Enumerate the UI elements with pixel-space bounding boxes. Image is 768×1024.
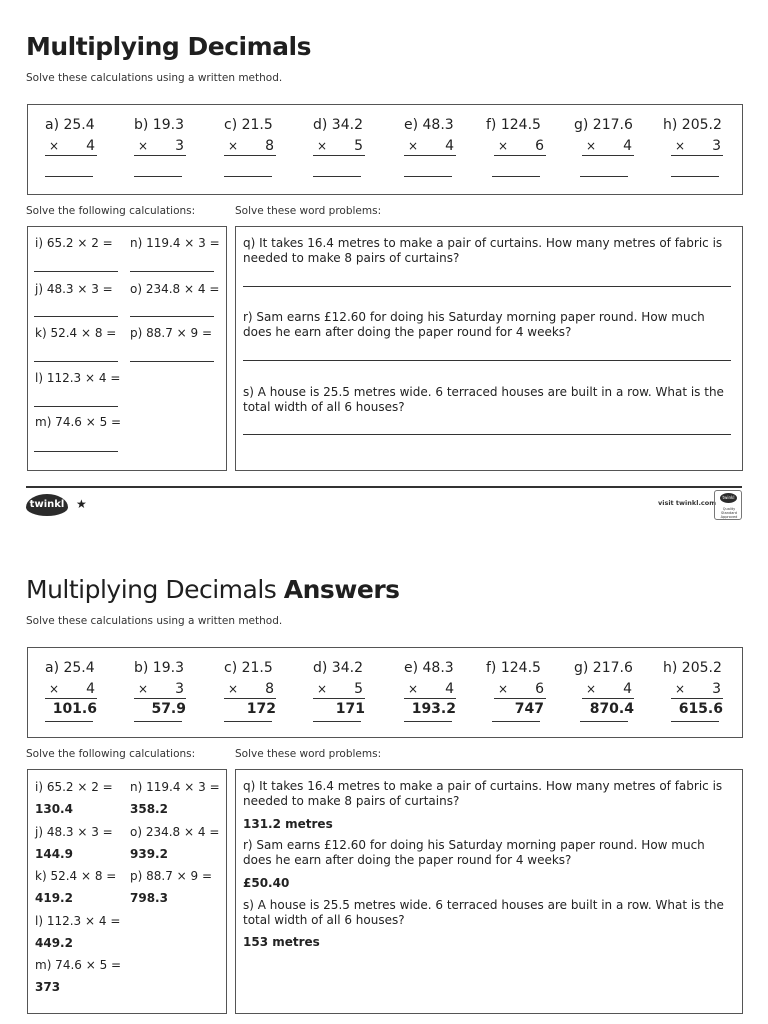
answers-instruction: Solve these calculations using a written method. <box>26 615 283 627</box>
calculation-answer-m: 373 <box>35 980 61 994</box>
multiplication-label: e) 48.3 <box>404 117 454 133</box>
multiplier: 4 <box>445 138 454 154</box>
word-problem-r: r) Sam earns £12.60 for doing his Saturday morning paper round. How much does he earn after doing the paper round for 4 weeks? <box>243 838 705 867</box>
multiplier: 8 <box>265 138 274 154</box>
multiplication-label: d) 34.2 <box>313 660 363 676</box>
answer-line[interactable] <box>224 176 272 177</box>
answer-line <box>580 721 628 722</box>
times-sign: × <box>408 682 419 696</box>
times-sign: × <box>317 139 328 153</box>
multiplier: 6 <box>535 138 544 154</box>
word-answer-r: £50.40 <box>243 876 290 890</box>
multiplication-label: g) 217.6 <box>574 660 633 676</box>
calculation-answer-k: 419.2 <box>35 891 73 905</box>
calculations-box <box>27 226 227 471</box>
calculation-n: n) 119.4 × 3 = <box>130 236 220 250</box>
multiplication-label: a) 25.4 <box>45 660 95 676</box>
times-sign: × <box>498 139 509 153</box>
calculation-answer-j: 144.9 <box>35 847 73 861</box>
calculation-m: m) 74.6 × 5 = <box>35 958 122 972</box>
twinkl-logo: twinkl <box>26 494 68 516</box>
answers-title-main: Multiplying Decimals <box>26 575 277 604</box>
times-sign: × <box>138 682 149 696</box>
star-icon: ★ <box>76 497 87 511</box>
calculation-answer-o: 939.2 <box>130 847 168 861</box>
answer-line[interactable] <box>34 271 118 272</box>
word-problem-s: s) A house is 25.5 metres wide. 6 terraced houses are built in a row. What is the total width of all 6 houses? <box>243 898 724 927</box>
multiplier: 5 <box>354 681 363 697</box>
times-sign: × <box>498 682 509 696</box>
calculation-l: l) 112.3 × 4 = <box>35 371 121 385</box>
multiplication-answer: 172 <box>246 701 276 717</box>
answer-line[interactable] <box>34 451 118 452</box>
badge-logo: twinkl <box>720 493 737 503</box>
answers-word-problems-label: Solve these word problems: <box>235 748 382 760</box>
word-problem-r: r) Sam earns £12.60 for doing his Saturday morning paper round. How much does he earn after doing the paper round for 4 weeks? <box>243 310 705 339</box>
times-sign: × <box>586 139 597 153</box>
multiplication-label: b) 19.3 <box>134 117 184 133</box>
calculation-p: p) 88.7 × 9 = <box>130 326 213 340</box>
multiplier: 8 <box>265 681 274 697</box>
multiplication-label: c) 21.5 <box>224 117 273 133</box>
answer-line[interactable] <box>130 271 214 272</box>
footer-divider <box>26 486 742 488</box>
multiplication-answer: 615.6 <box>678 701 723 717</box>
answers-title <box>26 575 400 604</box>
multiplication-answer: 747 <box>514 701 544 717</box>
answer-line[interactable] <box>671 176 719 177</box>
answer-line[interactable] <box>243 434 731 435</box>
multiplication-label: a) 25.4 <box>45 117 95 133</box>
word-problem-q: q) It takes 16.4 metres to make a pair of curtains. How many metres of fabric is needed to make 8 pairs of curtains? <box>243 779 723 808</box>
word-problem-s: s) A house is 25.5 metres wide. 6 terraced houses are built in a row. What is the total width of all 6 houses? <box>243 385 724 414</box>
multiplier: 4 <box>86 138 95 154</box>
answer-line[interactable] <box>45 176 93 177</box>
multiplication-label: c) 21.5 <box>224 660 273 676</box>
times-sign: × <box>408 139 419 153</box>
multiplication-label: h) 205.2 <box>663 660 722 676</box>
answer-line[interactable] <box>34 316 118 317</box>
answer-line <box>45 721 93 722</box>
multiplication-label: b) 19.3 <box>134 660 184 676</box>
answer-line <box>134 721 182 722</box>
times-sign: × <box>317 682 328 696</box>
calculation-k: k) 52.4 × 8 = <box>35 869 117 883</box>
answer-line[interactable] <box>492 176 540 177</box>
answer-line[interactable] <box>404 176 452 177</box>
calculation-answer-p: 798.3 <box>130 891 168 905</box>
multiplication-answer: 171 <box>335 701 365 717</box>
word-problems-label: Solve these word problems: <box>235 205 382 217</box>
calculation-n: n) 119.4 × 3 = <box>130 780 220 794</box>
answer-line[interactable] <box>580 176 628 177</box>
multiplication-label: d) 34.2 <box>313 117 363 133</box>
calculation-l: l) 112.3 × 4 = <box>35 914 121 928</box>
calculations-label: Solve the following calculations: <box>26 205 196 217</box>
calculation-answer-n: 358.2 <box>130 802 168 816</box>
times-sign: × <box>49 139 60 153</box>
word-answer-s: 153 metres <box>243 935 320 949</box>
multiplier: 5 <box>354 138 363 154</box>
multiplier: 6 <box>535 681 544 697</box>
multiplication-label: f) 124.5 <box>486 117 541 133</box>
answer-line <box>313 721 361 722</box>
answers-title-bold: Answers <box>283 575 400 604</box>
multiplication-label: e) 48.3 <box>404 660 454 676</box>
multiplication-answer: 870.4 <box>589 701 634 717</box>
answer-line[interactable] <box>34 406 118 407</box>
multiplication-label: g) 217.6 <box>574 117 633 133</box>
multiplier: 3 <box>175 138 184 154</box>
calculation-answer-i: 130.4 <box>35 802 73 816</box>
answer-line[interactable] <box>134 176 182 177</box>
multiplier: 4 <box>86 681 95 697</box>
times-sign: × <box>675 139 686 153</box>
multiplication-label: f) 124.5 <box>486 660 541 676</box>
answer-line <box>671 721 719 722</box>
calculation-m: m) 74.6 × 5 = <box>35 415 122 429</box>
answer-line <box>224 721 272 722</box>
multiplication-label: h) 205.2 <box>663 117 722 133</box>
times-sign: × <box>675 682 686 696</box>
answer-line[interactable] <box>243 360 731 361</box>
times-sign: × <box>586 682 597 696</box>
answer-line[interactable] <box>313 176 361 177</box>
calculation-i: i) 65.2 × 2 = <box>35 780 113 794</box>
calculation-j: j) 48.3 × 3 = <box>35 282 113 296</box>
quality-badge-icon <box>714 490 742 520</box>
calculation-i: i) 65.2 × 2 = <box>35 236 113 250</box>
calculation-j: j) 48.3 × 3 = <box>35 825 113 839</box>
multiplier: 3 <box>175 681 184 697</box>
visit-link[interactable]: visit twinkl.com <box>658 499 717 507</box>
multiplication-answer: 57.9 <box>151 701 186 717</box>
times-sign: × <box>138 139 149 153</box>
multiplier: 4 <box>623 681 632 697</box>
worksheet-instruction: Solve these calculations using a written method. <box>26 72 283 84</box>
times-sign: × <box>49 682 60 696</box>
answer-line <box>404 721 452 722</box>
answer-line[interactable] <box>130 361 214 362</box>
multiplication-answer: 193.2 <box>411 701 456 717</box>
calculation-o: o) 234.8 × 4 = <box>130 282 220 296</box>
calculation-k: k) 52.4 × 8 = <box>35 326 117 340</box>
multiplier: 3 <box>712 681 721 697</box>
multiplication-answer: 101.6 <box>52 701 97 717</box>
calculation-p: p) 88.7 × 9 = <box>130 869 213 883</box>
word-answer-q: 131.2 metres <box>243 817 333 831</box>
word-problem-q: q) It takes 16.4 metres to make a pair of curtains. How many metres of fabric is needed to make 8 pairs of curtains? <box>243 236 723 265</box>
multiplier: 4 <box>623 138 632 154</box>
answer-line[interactable] <box>130 316 214 317</box>
answer-line <box>492 721 540 722</box>
multiplier: 3 <box>712 138 721 154</box>
answers-calculations-label: Solve the following calculations: <box>26 748 196 760</box>
multiplier: 4 <box>445 681 454 697</box>
times-sign: × <box>228 682 239 696</box>
calculation-answer-l: 449.2 <box>35 936 73 950</box>
badge-text: Quality Standard Approved <box>720 507 738 519</box>
answer-line[interactable] <box>243 286 731 287</box>
worksheet-title: Multiplying Decimals <box>26 32 311 61</box>
answer-line[interactable] <box>34 361 118 362</box>
calculation-o: o) 234.8 × 4 = <box>130 825 220 839</box>
times-sign: × <box>228 139 239 153</box>
